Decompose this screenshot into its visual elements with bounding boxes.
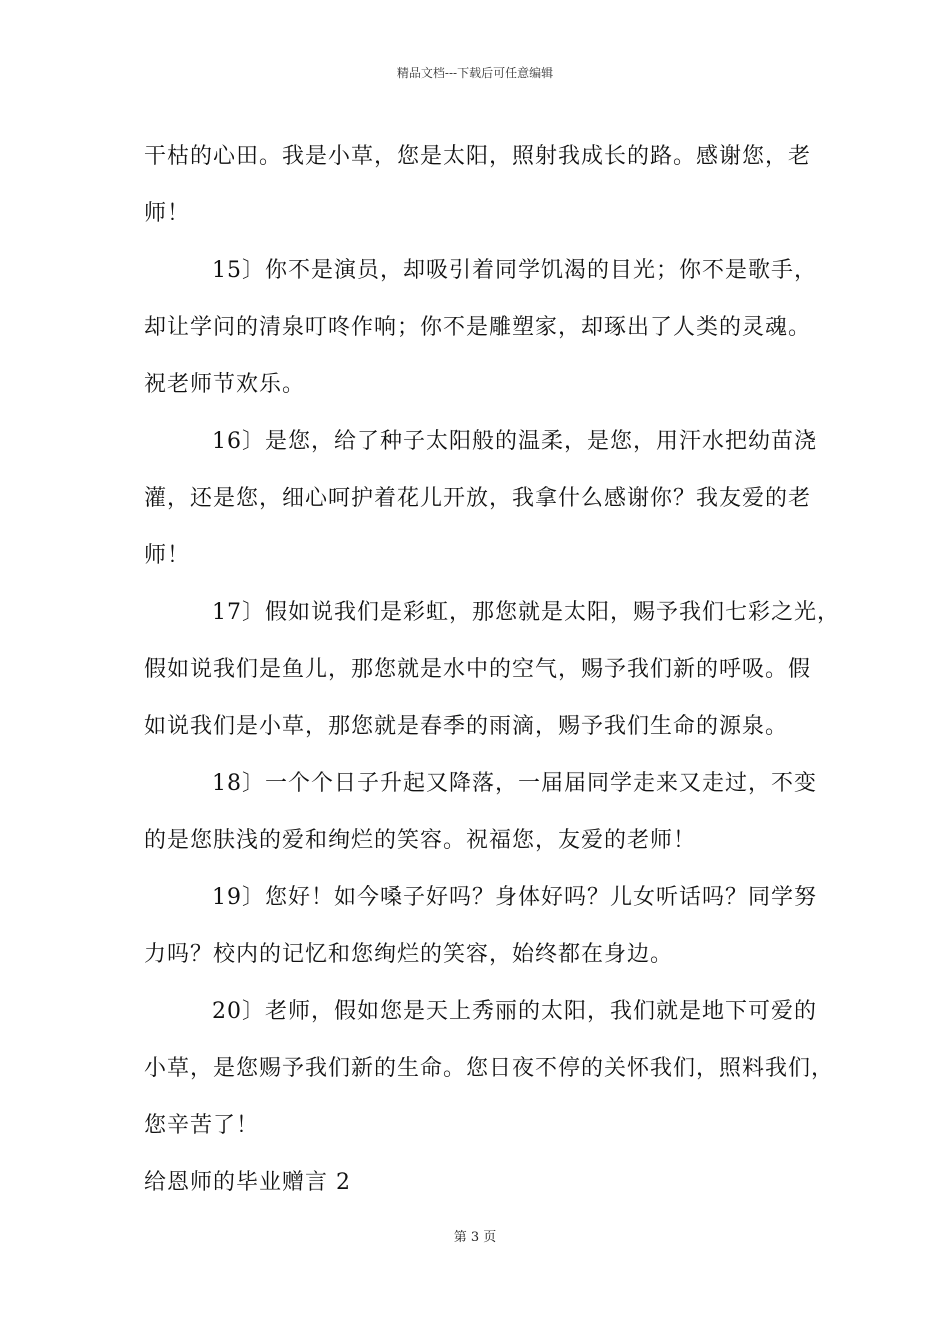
text-line: 的是您肤浅的爱和绚烂的笑容。祝福您，友爱的老师！ xyxy=(144,828,697,853)
text-line: 师！ xyxy=(144,543,191,568)
text-line: 如说我们是小草，那您就是春季的雨滴，赐予我们生命的源泉。 xyxy=(144,714,789,739)
text-line: 祝老师节欢乐。 xyxy=(144,372,306,397)
text-line: 干枯的心田。我是小草，您是太阳，照射我成长的路。感谢您，老 xyxy=(144,144,812,169)
text-line: 却让学问的清泉叮咚作响；你不是雕塑家，却琢出了人类的灵魂。 xyxy=(144,315,812,340)
text-line: 18〕一个个日子升起又降落，一届届同学走来又走过，不变 xyxy=(212,771,817,796)
text-line: 19〕您好！如今嗓子好吗？身体好吗？儿女听话吗？同学努 xyxy=(212,885,817,910)
text-line: 15〕你不是演员，却吸引着同学饥渴的目光；你不是歌手， xyxy=(212,258,817,283)
document-body xyxy=(144,128,840,1211)
text-line: 力吗？校内的记忆和您绚烂的笑容，始终都在身边。 xyxy=(144,942,674,967)
page-header: 精品文档---下载后可任意编辑 xyxy=(396,66,554,80)
text-line: 您辛苦了！ xyxy=(144,1113,260,1138)
page-number: 第 3 页 xyxy=(453,1230,497,1245)
text-line: 灌，还是您，细心呵护着花儿开放，我拿什么感谢你？我友爱的老 xyxy=(144,486,812,511)
text-line: 小草，是您赐予我们新的生命。您日夜不停的关怀我们，照料我们， xyxy=(144,1056,835,1081)
section-heading: 给恩师的毕业赠言 2 xyxy=(144,1170,351,1195)
text-line: 师！ xyxy=(144,201,191,226)
text-line: 假如说我们是鱼儿，那您就是水中的空气，赐予我们新的呼吸。假 xyxy=(144,657,812,682)
text-line: 17〕假如说我们是彩虹，那您就是太阳，赐予我们七彩之光， xyxy=(212,600,840,625)
text-line: 16〕是您，给了种子太阳般的温柔，是您，用汗水把幼苗浇 xyxy=(212,429,817,454)
text-line: 20〕老师，假如您是天上秀丽的太阳，我们就是地下可爱的 xyxy=(212,999,817,1024)
